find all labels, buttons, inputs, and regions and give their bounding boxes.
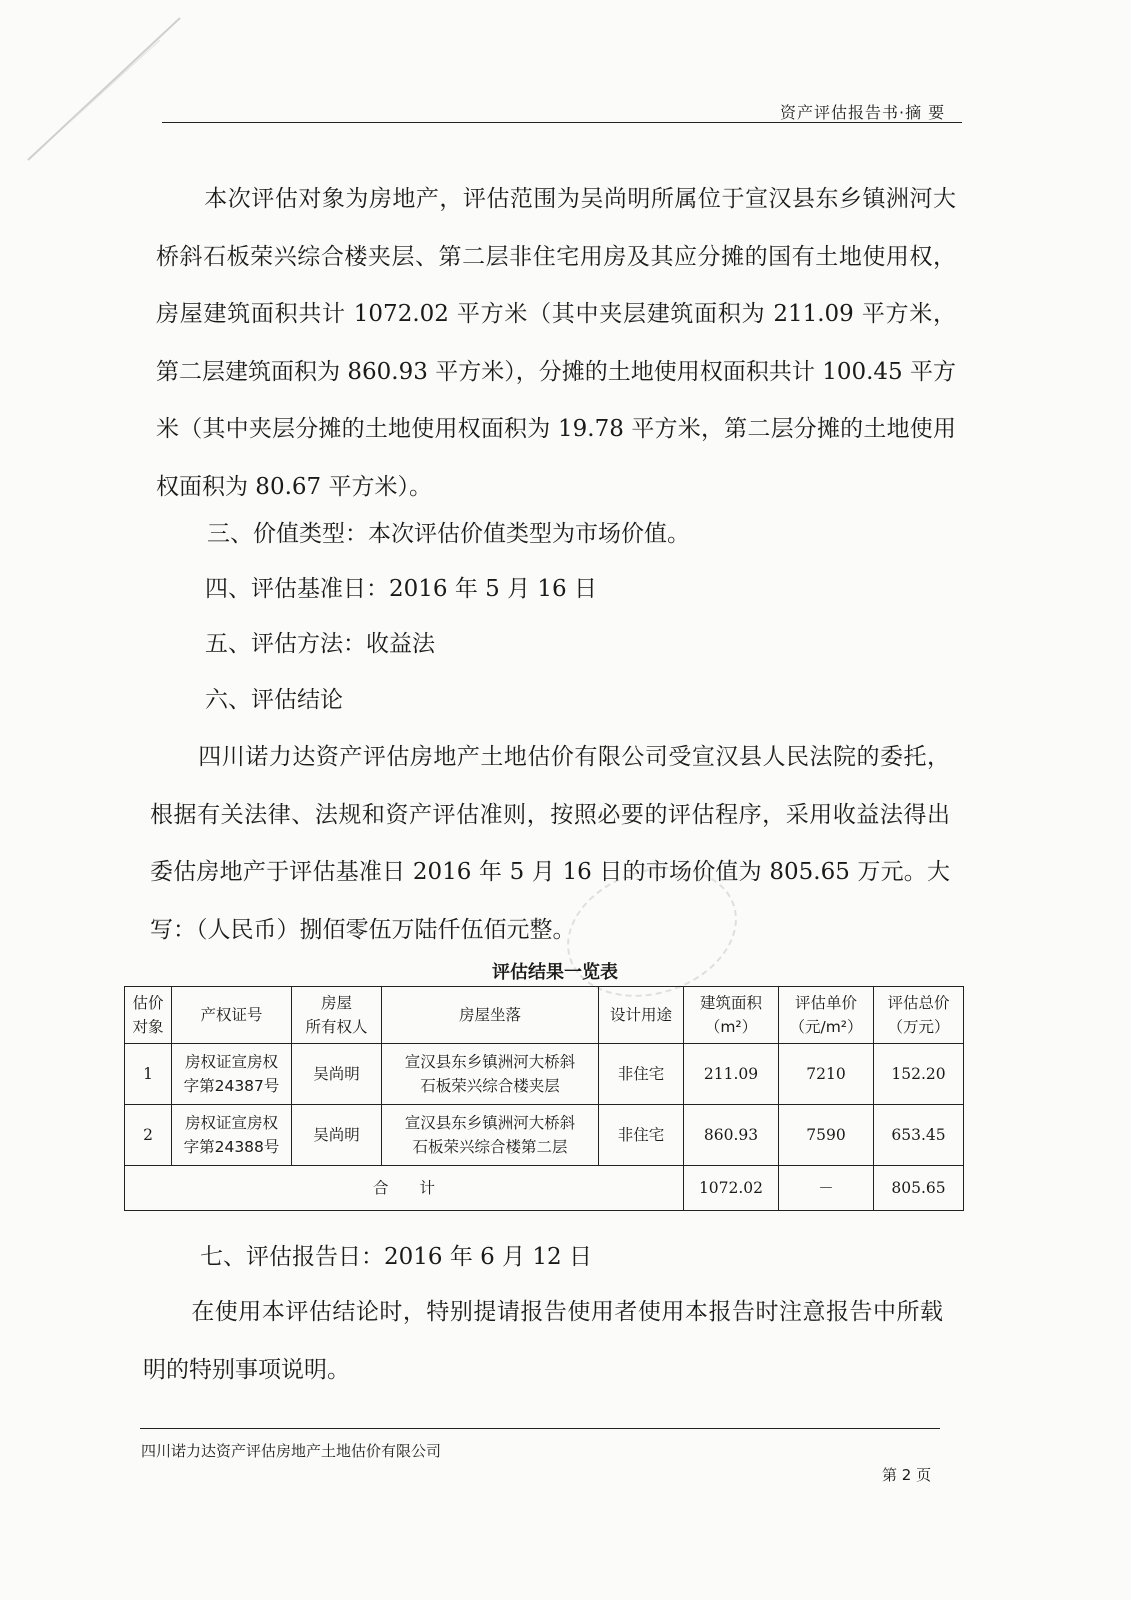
table-row xyxy=(125,1044,964,1105)
cell-usage: 非住宅 xyxy=(599,1044,684,1105)
cell-owner: 吴尚明 xyxy=(292,1044,382,1105)
table-header-row xyxy=(125,987,964,1044)
cell-total-price: 653.45 xyxy=(874,1105,964,1166)
total-area: 1072.02 xyxy=(684,1166,779,1211)
cell-owner: 吴尚明 xyxy=(292,1105,382,1166)
conclusion-heading: 六、评估结论 xyxy=(205,687,343,713)
total-price: 805.65 xyxy=(874,1166,964,1211)
cell-area: 860.93 xyxy=(684,1105,779,1166)
cell-unit-price: 7210 xyxy=(779,1044,874,1105)
page-number: 第 2 页 xyxy=(882,1466,932,1484)
total-unit-price: － xyxy=(779,1166,874,1211)
header-unit-price: 评估单价 （元/m²） xyxy=(779,987,874,1044)
table-row xyxy=(125,1105,964,1166)
conclusion-paragraph: 四川诺力达资产评估房地产土地估价有限公司受宣汉县人民法院的委托，根据有关法律、法规和资产评估准则，按照必要的评估程序，采用收益法得出委估房地产于评估基准日 2016 年 5 月 16 日的市场价值为 805.65 万元。大写：（人民币）捌佰零伍万陆仟伍佰元整。 xyxy=(150,744,950,943)
header-usage: 设计用途 xyxy=(599,987,684,1044)
cell-location: 宣汉县东乡镇洲河大桥斜 石板荣兴综合楼第二层 xyxy=(382,1105,599,1166)
header-total-price: 评估总价 （万元） xyxy=(874,987,964,1044)
cell-location: 宣汉县东乡镇洲河大桥斜 石板荣兴综合楼夹层 xyxy=(382,1044,599,1105)
header-owner: 房屋 所有权人 xyxy=(292,987,382,1044)
cell-usage: 非住宅 xyxy=(599,1105,684,1166)
header-cert-no: 产权证号 xyxy=(172,987,292,1044)
total-label: 合 计 xyxy=(125,1166,684,1211)
running-head: 资产评估报告书·摘 要 xyxy=(780,103,946,122)
table-total-row xyxy=(125,1166,964,1211)
cell-cert-no: 房权证宣房权 字第24387号 xyxy=(172,1044,292,1105)
scope-paragraph: 本次评估对象为房地产，评估范围为吴尚明所属位于宣汉县东乡镇洲河大桥斜石板荣兴综合楼夹层、第二层非住宅用房及其应分摊的国有土地使用权，房屋建筑面积共计 1072.02 平方米（其中夹层建筑面积为 211.09 平方米，第二层建筑面积为 860.93 平方米），分摊的土地使用权面积共计 100.45 平方米（其中夹层分摊的土地使用权面积为 19.78 平方米，第二层分摊的土地使用权面积为 80.67 平方米）。 xyxy=(156,186,956,500)
footer-company: 四川诺力达资产评估房地产土地估价有限公司 xyxy=(141,1442,442,1460)
base-date-line: 四、评估基准日：2016 年 5 月 16 日 xyxy=(205,576,597,602)
header-object: 估价 对象 xyxy=(125,987,172,1044)
notice-paragraph: 在使用本评估结论时，特别提请报告使用者使用本报告时注意报告中所载明的特别事项说明。 xyxy=(143,1299,943,1383)
cell-total-price: 152.20 xyxy=(874,1044,964,1105)
header-location: 房屋坐落 xyxy=(382,987,599,1044)
footer-rule xyxy=(140,1428,940,1429)
value-type-line: 三、价值类型：本次评估价值类型为市场价值。 xyxy=(207,521,690,547)
scan-edge-mark xyxy=(10,10,190,170)
report-date-line: 七、评估报告日：2016 年 6 月 12 日 xyxy=(200,1244,592,1270)
cell-object: 2 xyxy=(125,1105,172,1166)
cell-object: 1 xyxy=(125,1044,172,1105)
method-line: 五、评估方法：收益法 xyxy=(205,631,435,657)
header-rule xyxy=(162,122,962,123)
table-title: 评估结果一览表 xyxy=(492,962,618,983)
result-table xyxy=(124,986,964,1211)
cell-unit-price: 7590 xyxy=(779,1105,874,1166)
header-area: 建筑面积 （m²） xyxy=(684,987,779,1044)
cell-area: 211.09 xyxy=(684,1044,779,1105)
cell-cert-no: 房权证宣房权 字第24388号 xyxy=(172,1105,292,1166)
